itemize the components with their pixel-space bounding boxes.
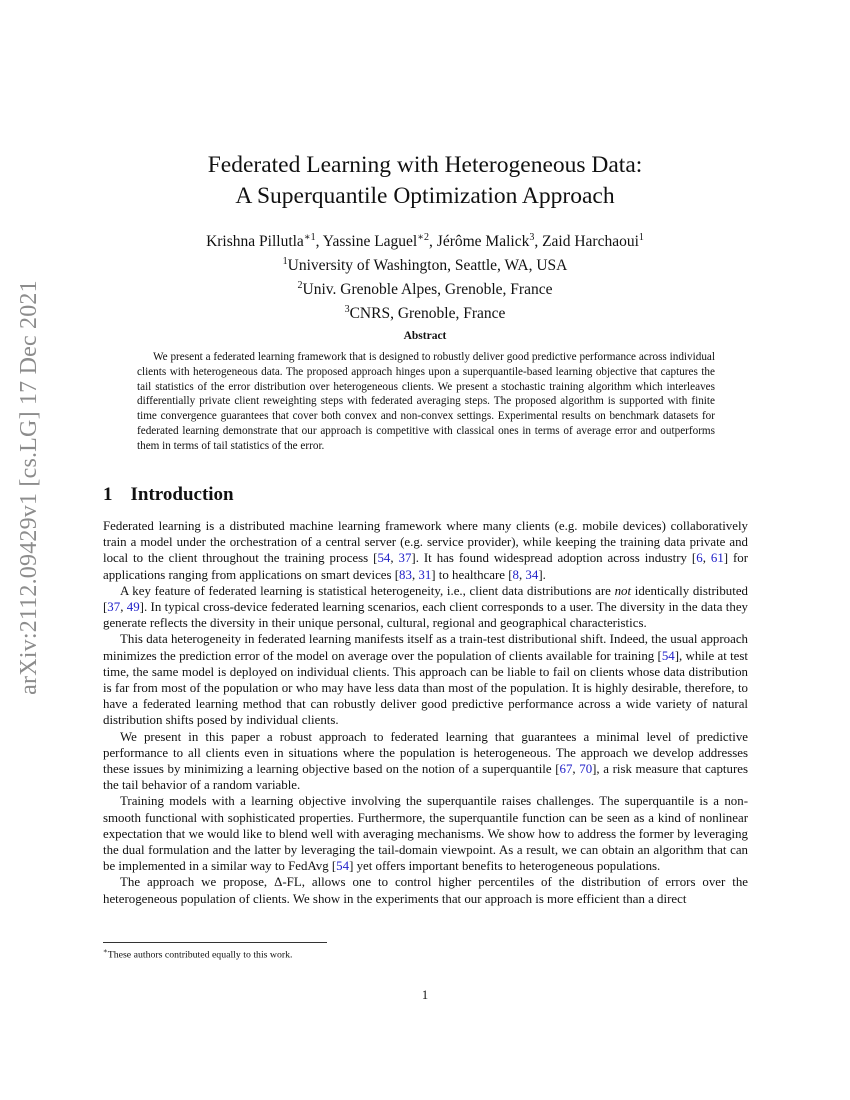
body-paragraph: [103, 631, 748, 728]
paragraph-text: identically distributed [: [103, 583, 748, 615]
citation-link[interactable]: 34: [525, 567, 539, 582]
body-paragraph: [103, 518, 748, 583]
body-text: [103, 518, 748, 907]
arxiv-stamp: [14, 279, 44, 695]
citation-link[interactable]: 54: [661, 648, 675, 663]
author-name: Yassine Laguel: [322, 233, 418, 251]
affiliation: $^3$CNRS, Grenoble, France: [344, 304, 506, 323]
citation-link[interactable]: 49: [126, 600, 140, 615]
paragraph-text: ], a risk measure that captures the tail behavior of a random variable.: [103, 762, 748, 793]
paragraph-text: The approach we propose, Δ-FL, allows one to control higher percentiles of the distribution of errors over the heterogeneous population of clients. We show in the experiments that our approach is more efficient than a direct: [103, 875, 748, 906]
paragraph-text: ], while at test time, the same model is deployed on individual clients. This approach can be liable to fail on clients whose data distribution is far from most of the population or who may have less data than most of the population. It is highly desirable, therefore, to have a federated learning method that can robustly deliver good predictive performance across a wide variety of natural distribution shifts posed by individual clients.: [103, 648, 748, 728]
author-mark: 3: [529, 232, 535, 243]
affiliation: $^1$University of Washington, Seattle, WA, USA: [282, 256, 568, 275]
body-paragraph: [103, 793, 748, 874]
paragraph-text: ].: [538, 567, 546, 582]
paragraph-text: Training models with a learning objective involving the superquantile raises challenges. The superquantile is a non-smooth functional with sophisticated properties. Furthermore, the superquantile function can be seen as a kind of nonlinear expectation that we would like to blend well with averaging mechanisms. We show how to address the former by leveraging the dual formulation and the latter by leveraging the tail-domain viewpoint. As a result, we can obtain an algorithm that can be implemented in a similar way to FedAvg [: [103, 794, 748, 874]
author-name: Jérôme Malick: [436, 233, 530, 251]
paragraph-text: ,: [411, 567, 419, 582]
citation-link[interactable]: 8: [512, 567, 519, 582]
citation-link[interactable]: 61: [710, 551, 724, 566]
body-paragraph: [103, 583, 748, 632]
paragraph-text: ] to healthcare [: [431, 567, 513, 582]
paragraph-text: We present in this paper a robust approach to federated learning that guarantees a minimal level of predictive performance to all clients even in situations where the population is heterogeneous. The approach we develop addresses these issues by minimizing a learning objective based on the notion of a superquantile [: [103, 729, 748, 777]
author-mark: 1: [638, 232, 644, 243]
paragraph-text: ,: [120, 600, 127, 615]
section-title: Introduction: [130, 484, 234, 505]
title-line-1: Federated Learning with Heterogeneous Data:: [207, 152, 643, 178]
author-list: Krishna Pillutla$^{∗1}$, Yassine Laguel$^{∗2}$, Jérôme Malick$^3$, Zaid Harchaoui$^1$: [206, 232, 644, 251]
footnote: [103, 947, 293, 960]
author-name: Krishna Pillutla: [206, 233, 304, 251]
section-heading: [103, 484, 234, 506]
citation-link[interactable]: 54: [336, 859, 350, 874]
citation-link[interactable]: 67: [559, 762, 573, 777]
citation-link[interactable]: 70: [579, 762, 593, 777]
citation-link[interactable]: 31: [418, 567, 432, 582]
citation-link[interactable]: 54: [377, 551, 391, 566]
paragraph-text: ]. It has found widespread adoption across industry [: [411, 551, 697, 566]
paragraph-text: ,: [518, 567, 526, 582]
body-paragraph: [103, 729, 748, 794]
paragraph-text: ,: [390, 551, 399, 566]
paragraph-text: ] for applications ranging from applications on smart devices [: [103, 551, 749, 582]
citation-link[interactable]: 37: [398, 551, 412, 566]
paragraph-text: Federated learning is a distributed machine learning framework where many clients (e.g. mobile devices) collaboratively train a model under the orchestration of a central server (e.g. service provider), while keeping the training data private and local to the client throughout the training process [: [103, 519, 748, 566]
author-mark: ∗2: [417, 232, 430, 243]
author-name: Zaid Harchaoui: [542, 233, 639, 251]
paragraph-text: A key feature of federated learning is statistical heterogeneity, i.e., client data distributions are: [120, 583, 615, 598]
paragraph-text: ,: [702, 551, 711, 566]
title-line-2: A Superquantile Optimization Approach: [235, 183, 615, 209]
emphasis-text: not: [614, 583, 632, 598]
citation-link[interactable]: 6: [696, 551, 703, 566]
paper-title: [0, 150, 850, 212]
footnote-mark: ∗: [103, 947, 108, 955]
page-number: 1: [421, 988, 429, 1002]
paragraph-text: This data heterogeneity in federated learning manifests itself as a train-test distributional shift. Indeed, the usual approach minimizes the prediction error of the model on average over the population of clients available for training [: [103, 632, 748, 663]
paragraph-text: ]. In typical cross-device federated learning scenarios, each client corresponds to a user. The diversity in the data they generate reflects the diversity in their unique personal, cultural, regional and geographical characteristics.: [103, 600, 748, 631]
affiliation: $^2$Univ. Grenoble Alpes, Grenoble, France: [297, 280, 553, 299]
body-paragraph: [103, 874, 748, 906]
abstract-text: We present a federated learning framework that is designed to robustly deliver good predictive performance across individual clients with heterogeneous data. The proposed approach hinges upon a superquantile-based learning objective that captures the tail statistics of the error distribution over heterogeneous clients. We present a stochastic training algorithm which interleaves differentially private client reweighting steps with federated averaging steps. The proposed algorithm is supported with finite time convergence guarantees that cover both convex and non-convex settings. Experimental results on benchmark datasets for federated learning demonstrate that our approach is competitive with classical ones in terms of average error and outperforms them in terms of tail statistics of the error.: [137, 351, 715, 452]
paragraph-text: ,: [572, 762, 580, 777]
section-number: 1: [103, 484, 113, 505]
paragraph-text: ] yet offers important benefits to heterogeneous populations.: [349, 859, 661, 874]
footnote-divider: [103, 942, 327, 943]
author-mark: ∗1: [303, 232, 316, 243]
citation-link[interactable]: 83: [399, 567, 412, 582]
footnote-text: These authors contributed equally to this work.: [107, 949, 293, 961]
arxiv-stamp-text: arXiv:2112.09429v1 [cs.LG] 17 Dec 2021: [15, 279, 42, 695]
author-block: [0, 228, 850, 325]
abstract-heading: Abstract: [403, 330, 447, 342]
citation-link[interactable]: 37: [107, 600, 121, 615]
